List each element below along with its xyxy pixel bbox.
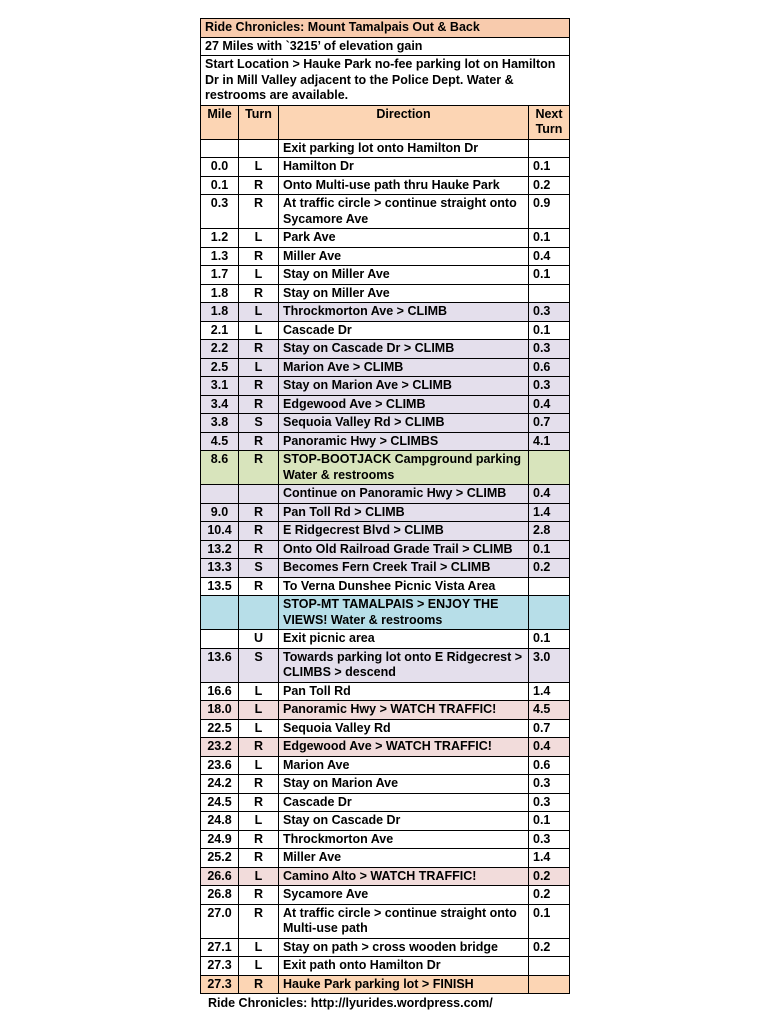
cell-turn (239, 596, 279, 630)
cell-turn: L (239, 229, 279, 248)
cell-mile: 27.3 (201, 975, 239, 994)
cue-sheet (200, 18, 569, 1012)
cell-mile: 9.0 (201, 503, 239, 522)
cell-mile: 4.5 (201, 432, 239, 451)
cell-turn: R (239, 975, 279, 994)
cell-direction: Stay on Cascade Dr > CLIMB (279, 340, 529, 359)
cell-direction: Sycamore Ave (279, 886, 529, 905)
cell-turn (239, 485, 279, 504)
cell-next-turn: 0.3 (529, 775, 570, 794)
column-header-direction: Direction (279, 105, 529, 139)
cue-row (201, 395, 570, 414)
cell-mile: 22.5 (201, 719, 239, 738)
cell-turn: R (239, 176, 279, 195)
cell-turn: L (239, 938, 279, 957)
cell-next-turn: 0.2 (529, 867, 570, 886)
cell-direction: Cascade Dr (279, 793, 529, 812)
cell-next-turn: 0.6 (529, 358, 570, 377)
cue-row (201, 195, 570, 229)
cell-next-turn: 0.2 (529, 938, 570, 957)
cell-mile: 10.4 (201, 522, 239, 541)
cell-turn: R (239, 830, 279, 849)
cell-mile: 8.6 (201, 451, 239, 485)
cell-direction: Throckmorton Ave (279, 830, 529, 849)
cell-direction: Hamilton Dr (279, 158, 529, 177)
cell-mile: 13.6 (201, 648, 239, 682)
cue-row (201, 849, 570, 868)
cue-row (201, 522, 570, 541)
cell-mile: 23.6 (201, 756, 239, 775)
cell-next-turn: 3.0 (529, 648, 570, 682)
cell-direction: Cascade Dr (279, 321, 529, 340)
cue-row (201, 340, 570, 359)
cell-mile: 26.8 (201, 886, 239, 905)
cell-mile: 2.1 (201, 321, 239, 340)
cell-next-turn (529, 957, 570, 976)
cell-turn: R (239, 377, 279, 396)
cell-direction: Onto Multi-use path thru Hauke Park (279, 176, 529, 195)
cell-next-turn: 0.4 (529, 395, 570, 414)
cell-mile: 18.0 (201, 701, 239, 720)
cue-row (201, 812, 570, 831)
cell-direction: Continue on Panoramic Hwy > CLIMB (279, 485, 529, 504)
start-row (201, 56, 570, 106)
cell-direction: Exit path onto Hamilton Dr (279, 957, 529, 976)
cell-next-turn: 0.4 (529, 485, 570, 504)
cell-turn: L (239, 303, 279, 322)
cell-direction: Pan Toll Rd > CLIMB (279, 503, 529, 522)
cell-next-turn: 0.2 (529, 886, 570, 905)
cell-direction: STOP-BOOTJACK Campground parking Water & restrooms (279, 451, 529, 485)
cell-next-turn (529, 284, 570, 303)
cell-next-turn: 0.3 (529, 793, 570, 812)
cue-row (201, 756, 570, 775)
cell-direction: Exit picnic area (279, 630, 529, 649)
cell-next-turn: 0.1 (529, 158, 570, 177)
cell-next-turn: 0.1 (529, 630, 570, 649)
cell-next-turn: 0.9 (529, 195, 570, 229)
cell-mile: 13.5 (201, 577, 239, 596)
cue-row (201, 719, 570, 738)
cell-next-turn: 0.2 (529, 176, 570, 195)
cell-turn: R (239, 540, 279, 559)
cell-next-turn: 0.1 (529, 321, 570, 340)
cell-next-turn (529, 596, 570, 630)
cell-direction: Camino Alto > WATCH TRAFFIC! (279, 867, 529, 886)
cell-direction: Marion Ave (279, 756, 529, 775)
cell-next-turn: 0.1 (529, 229, 570, 248)
cell-mile: 24.2 (201, 775, 239, 794)
cue-row (201, 886, 570, 905)
cue-row (201, 738, 570, 757)
cell-direction: Exit parking lot onto Hamilton Dr (279, 139, 529, 158)
cue-row (201, 284, 570, 303)
cell-mile: 0.1 (201, 176, 239, 195)
cell-turn: L (239, 812, 279, 831)
cue-row (201, 485, 570, 504)
cell-next-turn: 2.8 (529, 522, 570, 541)
cell-direction: Stay on Miller Ave (279, 266, 529, 285)
cue-table (200, 18, 570, 994)
cell-next-turn: 0.1 (529, 540, 570, 559)
cue-row (201, 176, 570, 195)
column-header-turn: Turn (239, 105, 279, 139)
subtitle-row (201, 37, 570, 56)
cell-next-turn: 0.3 (529, 830, 570, 849)
cell-direction: Stay on path > cross wooden bridge (279, 938, 529, 957)
cue-row (201, 229, 570, 248)
cell-direction: Sequoia Valley Rd > CLIMB (279, 414, 529, 433)
cell-turn: R (239, 340, 279, 359)
cell-mile (201, 139, 239, 158)
cell-turn: R (239, 395, 279, 414)
cell-mile: 27.1 (201, 938, 239, 957)
cell-mile: 0.0 (201, 158, 239, 177)
cell-mile: 24.9 (201, 830, 239, 849)
cue-row (201, 377, 570, 396)
cell-direction: Miller Ave (279, 849, 529, 868)
cell-next-turn: 0.3 (529, 377, 570, 396)
cell-next-turn: 4.5 (529, 701, 570, 720)
cell-turn: S (239, 559, 279, 578)
cell-direction: Panoramic Hwy > CLIMBS (279, 432, 529, 451)
cue-row (201, 451, 570, 485)
cell-turn: L (239, 158, 279, 177)
cell-mile (201, 630, 239, 649)
cue-row (201, 957, 570, 976)
cell-mile: 1.8 (201, 303, 239, 322)
cell-direction: Towards parking lot onto E Ridgecrest > CLIMBS > descend (279, 648, 529, 682)
cue-row (201, 867, 570, 886)
column-header-mile: Mile (201, 105, 239, 139)
cell-turn: R (239, 195, 279, 229)
cell-mile: 0.3 (201, 195, 239, 229)
cell-next-turn: 0.4 (529, 738, 570, 757)
cell-next-turn (529, 975, 570, 994)
cell-turn: R (239, 284, 279, 303)
cell-direction: Stay on Marion Ave (279, 775, 529, 794)
cell-turn: R (239, 247, 279, 266)
cue-row (201, 596, 570, 630)
cell-turn: R (239, 886, 279, 905)
cue-row (201, 247, 570, 266)
cue-row (201, 303, 570, 322)
cell-turn: L (239, 719, 279, 738)
cell-turn: U (239, 630, 279, 649)
cell-turn: R (239, 503, 279, 522)
cell-direction: Hauke Park parking lot > FINISH (279, 975, 529, 994)
cell-direction: Panoramic Hwy > WATCH TRAFFIC! (279, 701, 529, 720)
cue-row (201, 432, 570, 451)
cell-next-turn: 4.1 (529, 432, 570, 451)
cell-turn: L (239, 321, 279, 340)
cell-turn: L (239, 266, 279, 285)
cell-next-turn: 0.4 (529, 247, 570, 266)
cell-direction: Becomes Fern Creek Trail > CLIMB (279, 559, 529, 578)
cell-turn: R (239, 904, 279, 938)
cell-next-turn: 0.6 (529, 756, 570, 775)
cue-row (201, 904, 570, 938)
cell-next-turn (529, 451, 570, 485)
cell-turn: R (239, 577, 279, 596)
cell-direction: Park Ave (279, 229, 529, 248)
sheet-subtitle: 27 Miles with `3215’ of elevation gain (201, 37, 570, 56)
cell-mile: 24.8 (201, 812, 239, 831)
cue-row (201, 321, 570, 340)
cell-turn: R (239, 775, 279, 794)
column-header-next-turn: Next Turn (529, 105, 570, 139)
cell-direction: Miller Ave (279, 247, 529, 266)
cue-row (201, 793, 570, 812)
cell-mile: 1.2 (201, 229, 239, 248)
cell-next-turn: 0.7 (529, 719, 570, 738)
cell-direction: Marion Ave > CLIMB (279, 358, 529, 377)
cell-direction: Edgewood Ave > WATCH TRAFFIC! (279, 738, 529, 757)
cue-row (201, 266, 570, 285)
cell-next-turn (529, 577, 570, 596)
cell-mile: 23.2 (201, 738, 239, 757)
column-header-row (201, 105, 570, 139)
cue-row (201, 975, 570, 994)
cell-next-turn: 0.2 (529, 559, 570, 578)
cell-direction: To Verna Dunshee Picnic Vista Area (279, 577, 529, 596)
cell-turn: R (239, 793, 279, 812)
cue-row (201, 358, 570, 377)
cell-direction: STOP-MT TAMALPAIS > ENJOY THE VIEWS! Water & restrooms (279, 596, 529, 630)
cell-turn: R (239, 849, 279, 868)
cell-turn: L (239, 701, 279, 720)
cell-next-turn: 1.4 (529, 682, 570, 701)
cell-next-turn: 0.3 (529, 340, 570, 359)
title-row (201, 19, 570, 38)
cell-mile: 26.6 (201, 867, 239, 886)
cue-row (201, 775, 570, 794)
cell-mile: 3.4 (201, 395, 239, 414)
cell-mile: 13.2 (201, 540, 239, 559)
cell-turn: L (239, 756, 279, 775)
cell-next-turn: 0.1 (529, 904, 570, 938)
cell-mile: 24.5 (201, 793, 239, 812)
cell-turn: L (239, 358, 279, 377)
cell-turn: R (239, 522, 279, 541)
cell-mile: 2.2 (201, 340, 239, 359)
cell-direction: Stay on Miller Ave (279, 284, 529, 303)
cell-mile (201, 485, 239, 504)
cell-next-turn: 1.4 (529, 849, 570, 868)
cell-mile: 3.1 (201, 377, 239, 396)
start-location: Start Location > Hauke Park no-fee parking lot on Hamilton Dr in Mill Valley adjacent to the Police Dept. Water & restrooms are available. (201, 56, 570, 106)
footer-link[interactable]: Ride Chronicles: http://lyurides.wordpress.com/ (208, 996, 493, 1010)
cell-next-turn: 0.3 (529, 303, 570, 322)
cell-direction: Throckmorton Ave > CLIMB (279, 303, 529, 322)
cue-row (201, 158, 570, 177)
cell-direction: At traffic circle > continue straight onto Sycamore Ave (279, 195, 529, 229)
cell-mile: 16.6 (201, 682, 239, 701)
cell-direction: Pan Toll Rd (279, 682, 529, 701)
cue-row (201, 648, 570, 682)
cell-next-turn: 0.1 (529, 812, 570, 831)
cell-turn: S (239, 414, 279, 433)
cell-mile: 1.7 (201, 266, 239, 285)
cell-turn: S (239, 648, 279, 682)
cell-direction: Stay on Marion Ave > CLIMB (279, 377, 529, 396)
cell-mile (201, 596, 239, 630)
cell-next-turn: 0.7 (529, 414, 570, 433)
cell-mile: 27.0 (201, 904, 239, 938)
cell-turn: L (239, 957, 279, 976)
cell-direction: Edgewood Ave > CLIMB (279, 395, 529, 414)
cell-turn: R (239, 432, 279, 451)
cell-turn (239, 139, 279, 158)
cell-mile: 2.5 (201, 358, 239, 377)
cell-turn: L (239, 867, 279, 886)
cue-row (201, 938, 570, 957)
cell-mile: 25.2 (201, 849, 239, 868)
cell-next-turn: 0.1 (529, 266, 570, 285)
cell-mile: 3.8 (201, 414, 239, 433)
cell-turn: L (239, 682, 279, 701)
cell-mile: 27.3 (201, 957, 239, 976)
cell-direction: Onto Old Railroad Grade Trail > CLIMB (279, 540, 529, 559)
cell-direction: Stay on Cascade Dr (279, 812, 529, 831)
cell-direction: E Ridgecrest Blvd > CLIMB (279, 522, 529, 541)
cue-row (201, 414, 570, 433)
cell-mile: 1.8 (201, 284, 239, 303)
cue-row (201, 559, 570, 578)
sheet-title: Ride Chronicles: Mount Tamalpais Out & Back (201, 19, 570, 38)
cell-direction: At traffic circle > continue straight onto Multi-use path (279, 904, 529, 938)
cell-turn: R (239, 738, 279, 757)
cue-row (201, 701, 570, 720)
cue-row (201, 630, 570, 649)
cell-next-turn (529, 139, 570, 158)
cell-mile: 1.3 (201, 247, 239, 266)
cell-next-turn: 1.4 (529, 503, 570, 522)
cue-row (201, 540, 570, 559)
cell-mile: 13.3 (201, 559, 239, 578)
cue-row (201, 139, 570, 158)
cell-direction: Sequoia Valley Rd (279, 719, 529, 738)
cue-row (201, 830, 570, 849)
cue-row (201, 682, 570, 701)
cue-row (201, 577, 570, 596)
cell-turn: R (239, 451, 279, 485)
cue-row (201, 503, 570, 522)
